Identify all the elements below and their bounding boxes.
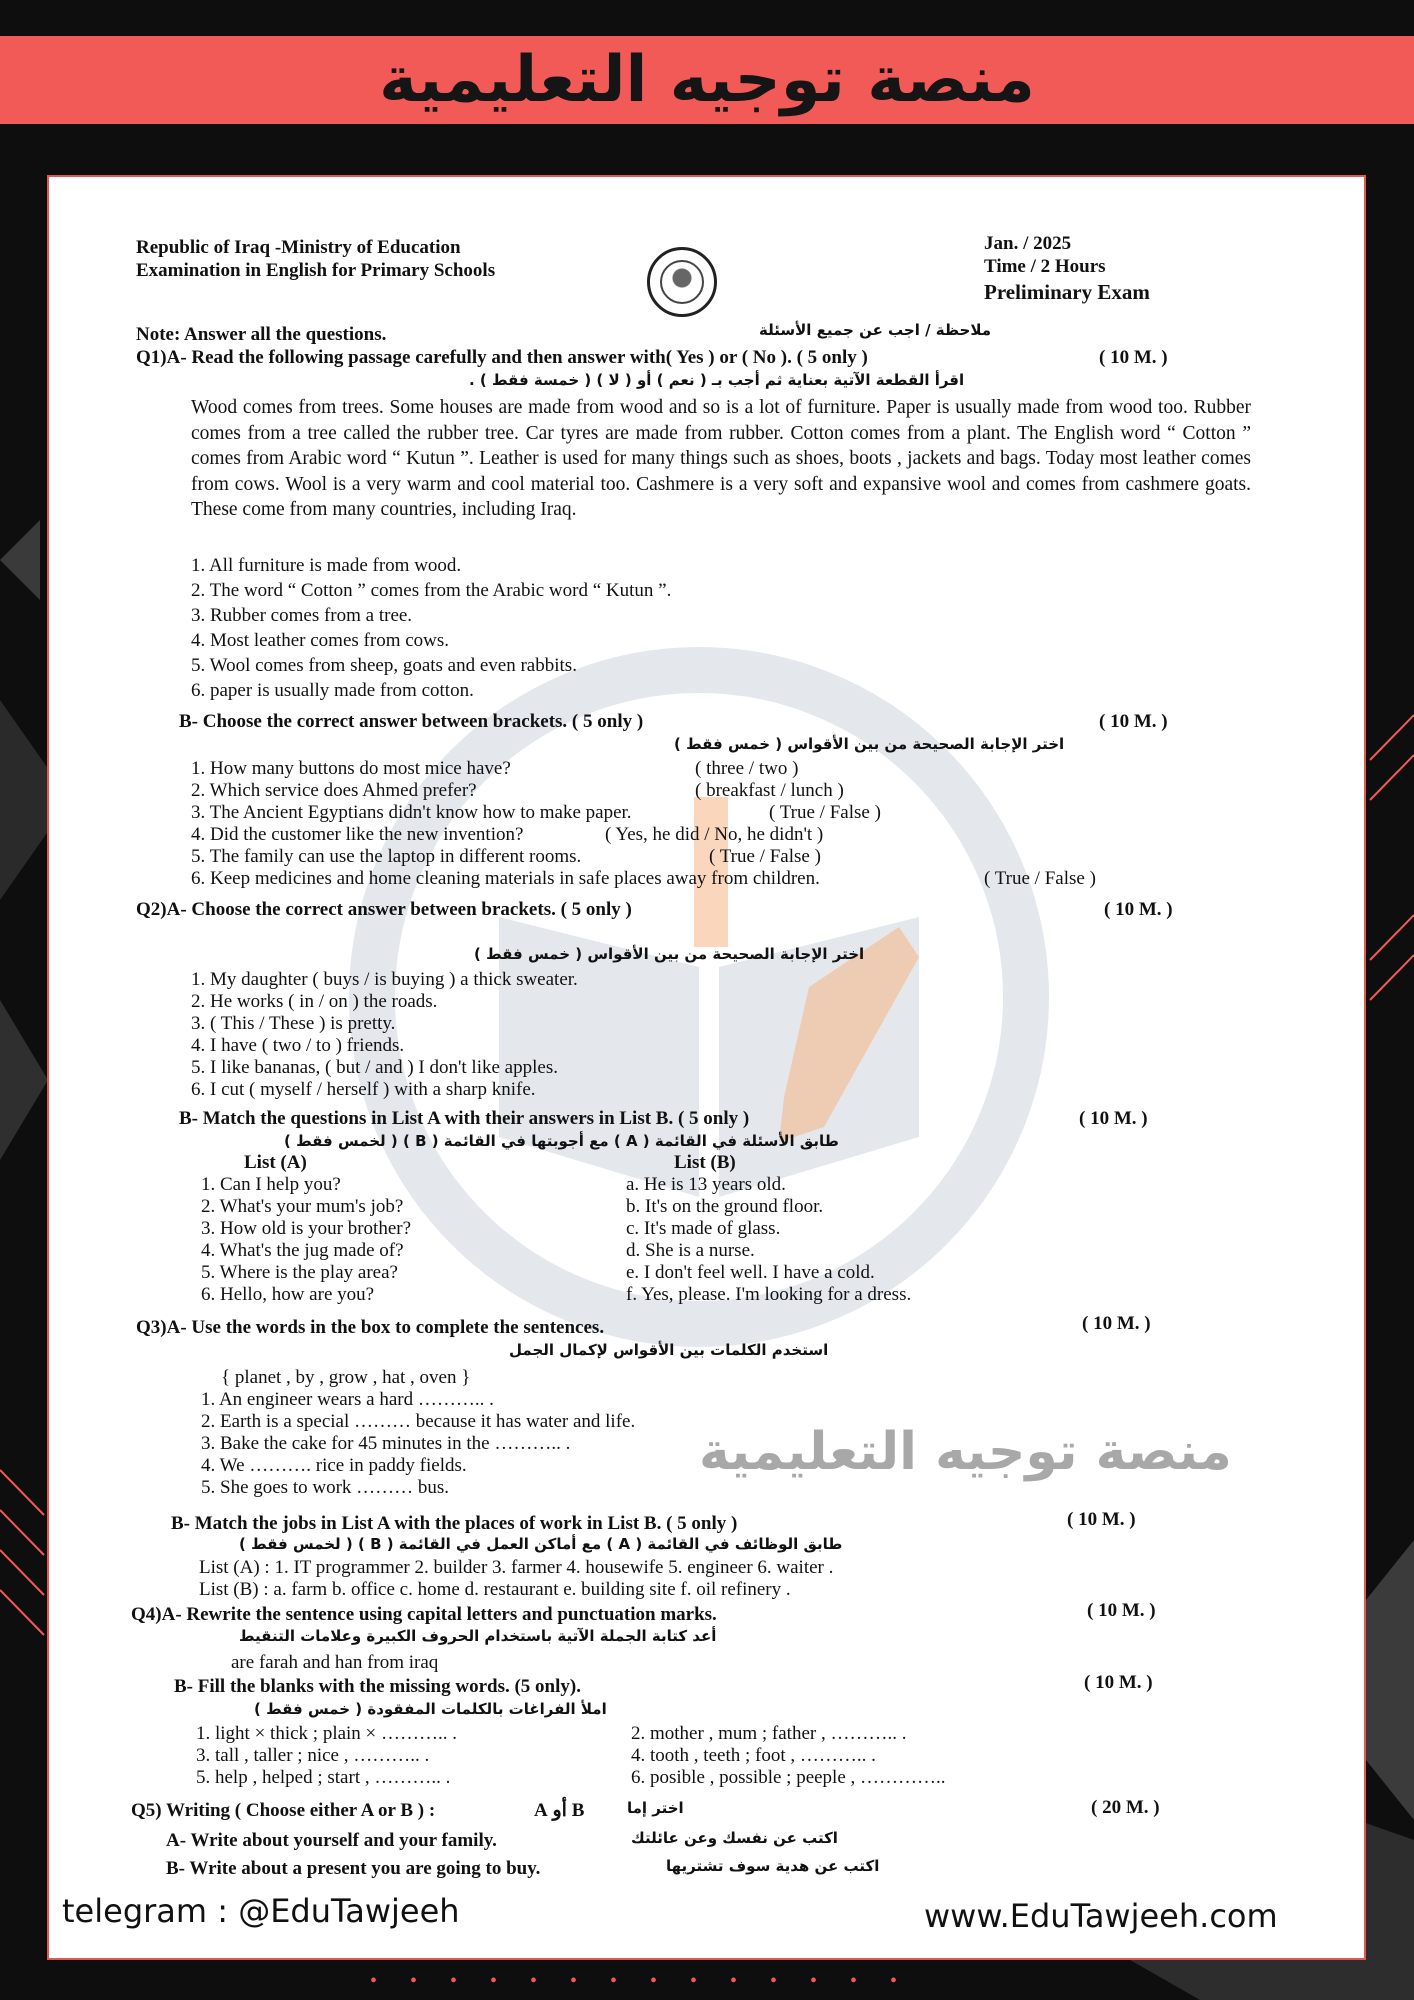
q1b-options: ( Yes, he did / No, he didn't ) <box>605 824 824 845</box>
q3b-marks: ( 10 M. ) <box>1067 1509 1136 1530</box>
q1b-marks: ( 10 M. ) <box>1099 711 1168 732</box>
q1b-options: ( True / False ) <box>769 802 881 823</box>
q4b-item: 4. tooth , teeth ; foot , ……….. . <box>631 1745 876 1766</box>
q1b-question: 5. The family can use the laptop in different rooms. <box>191 846 582 867</box>
q3b-arabic: طابق الوظائف في القائمة ( A ) مع أماكن العمل في القائمة ( B ) ( لخمس فقط ) <box>239 1535 843 1553</box>
list-a-item: 2. What's your mum's job? <box>201 1196 404 1217</box>
q2b-marks: ( 10 M. ) <box>1079 1108 1148 1129</box>
list-b-item: f. Yes, please. I'm looking for a dress. <box>626 1284 912 1305</box>
q1a-item: 5. Wool comes from sheep, goats and even rabbits. <box>191 655 577 676</box>
q1b-options: ( True / False ) <box>709 846 821 867</box>
q2a-arabic: اختر الإجابة الصحيحة من بين الأقواس ( خمس فقط ) <box>474 945 865 963</box>
q4b-arabic: املأ الفراغات بالكلمات المفقودة ( خمس فقط ) <box>254 1700 607 1718</box>
q5-choice: B أو A <box>534 1800 585 1821</box>
q5-option-b-arabic: اكتب عن هدية سوف تشتريها <box>666 1857 880 1875</box>
q1b-question: 4. Did the customer like the new invention? <box>191 824 524 845</box>
ministry-seal-icon <box>647 247 717 317</box>
header-time: Time / 2 Hours <box>984 256 1106 277</box>
q1a-item: 6. paper is usually made from cotton. <box>191 680 474 701</box>
list-a-item: 1. Can I help you? <box>201 1174 341 1195</box>
q3a-arabic: استخدم الكلمات بين الأقواس لإكمال الجمل <box>509 1341 829 1359</box>
q1b-heading: B- Choose the correct answer between brackets. ( 5 only ) <box>179 711 644 732</box>
note-arabic: ملاحظة / اجب عن جميع الأسئلة <box>759 321 992 339</box>
q3b-list-a: List (A) : 1. IT programmer 2. builder 3. farmer 4. housewife 5. engineer 6. waiter . <box>199 1557 834 1578</box>
list-b-title: List (B) <box>674 1152 736 1173</box>
telegram-handle: telegram : @EduTawjeeh <box>62 1892 460 1930</box>
list-b-item: a. He is 13 years old. <box>626 1174 786 1195</box>
q5-choice-arabic: اختر إما <box>627 1799 684 1817</box>
left-triangle-decor <box>0 520 40 600</box>
exam-paper <box>47 175 1366 1960</box>
banner-title: منصة توجيه التعليمية <box>379 43 1035 117</box>
q3a-item: 4. We ………. rice in paddy fields. <box>201 1455 467 1476</box>
q1a-heading: Q1)A- Read the following passage carefully and then answer with( Yes ) or ( No ). ( 5 only ) <box>136 347 868 368</box>
q3a-heading: Q3)A- Use the words in the box to complete the sentences. <box>136 1317 605 1338</box>
q3a-word-box: { planet , by , grow , hat , oven } <box>221 1367 471 1388</box>
list-a-title: List (A) <box>244 1152 307 1173</box>
q4a-marks: ( 10 M. ) <box>1087 1600 1156 1621</box>
q2a-item: 6. I cut ( myself / herself ) with a sharp knife. <box>191 1079 536 1100</box>
q1a-item: 4. Most leather comes from cows. <box>191 630 450 651</box>
q3a-item: 2. Earth is a special ……… because it has water and life. <box>201 1411 636 1432</box>
q1b-question: 3. The Ancient Egyptians didn't know how to make paper. <box>191 802 632 823</box>
watermark-text: منصة توجيه التعليمية <box>699 1422 1232 1482</box>
q1a-item: 1. All furniture is made from wood. <box>191 555 462 576</box>
left-diamond-decor-2 <box>0 1000 48 1160</box>
q1b-question: 6. Keep medicines and home cleaning materials in safe places away from children. <box>191 868 820 889</box>
q2a-item: 1. My daughter ( buys / is buying ) a thick sweater. <box>191 969 578 990</box>
q3b-heading: B- Match the jobs in List A with the places of work in List B. ( 5 only ) <box>171 1513 738 1534</box>
list-a-item: 6. Hello, how are you? <box>201 1284 375 1305</box>
header-ministry: Republic of Iraq -Ministry of Education <box>136 237 461 258</box>
q1b-question: 1. How many buttons do most mice have? <box>191 758 511 779</box>
list-b-item: e. I don't feel well. I have a cold. <box>626 1262 875 1283</box>
q1a-item: 3. Rubber comes from a tree. <box>191 605 413 626</box>
q2a-item: 3. ( This / These ) is pretty. <box>191 1013 396 1034</box>
q4b-item: 5. help , helped ; start , ……….. . <box>196 1767 451 1788</box>
right-stripes-decor <box>1370 715 1414 1000</box>
list-b-item: b. It's on the ground floor. <box>626 1196 824 1217</box>
q1b-question: 2. Which service does Ahmed prefer? <box>191 780 477 801</box>
q4b-item: 6. posible , possible ; peeple , ………….. <box>631 1767 946 1788</box>
q4b-item: 3. tall , taller ; nice , ……….. . <box>196 1745 430 1766</box>
q5-marks: ( 20 M. ) <box>1091 1797 1160 1818</box>
list-a-item: 5. Where is the play area? <box>201 1262 398 1283</box>
q1b-arabic: اختر الإجابة الصحيحة من بين الأقواس ( خمس فقط ) <box>674 735 1065 753</box>
q1b-options: ( True / False ) <box>984 868 1096 889</box>
q2a-item: 2. He works ( in / on ) the roads. <box>191 991 438 1012</box>
q5-option-b: B- Write about a present you are going to buy. <box>166 1858 541 1879</box>
q4b-item: 2. mother , mum ; father , ……….. . <box>631 1723 907 1744</box>
q1b-options: ( three / two ) <box>695 758 799 779</box>
header-date: Jan. / 2025 <box>984 233 1072 254</box>
q2a-heading: Q2)A- Choose the correct answer between brackets. ( 5 only ) <box>136 899 632 920</box>
note: Note: Answer all the questions. <box>136 324 387 345</box>
q3a-marks: ( 10 M. ) <box>1082 1313 1151 1334</box>
q4a-heading: Q4)A- Rewrite the sentence using capital letters and punctuation marks. <box>131 1604 717 1625</box>
q1a-arabic: اقرأ القطعة الآتية بعناية ثم أجب بـ ( نعم ) أو ( لا ) ( خمسة فقط ) . <box>469 371 965 389</box>
q3a-item: 1. An engineer wears a hard ……….. . <box>201 1389 494 1410</box>
list-b-item: d. She is a nurse. <box>626 1240 755 1261</box>
q3a-item: 5. She goes to work ……… bus. <box>201 1477 450 1498</box>
q3a-item: 3. Bake the cake for 45 minutes in the ……….. . <box>201 1433 571 1454</box>
q2b-heading: B- Match the questions in List A with their answers in List B. ( 5 only ) <box>179 1108 750 1129</box>
left-stripes-decor <box>0 1470 44 1635</box>
q1a-marks: ( 10 M. ) <box>1099 347 1168 368</box>
q1a-passage: Wood comes from trees. Some houses are made from wood and so is a lot of furniture. Paper is usually made from wood too. Rubber comes from a tree called the rubber tree. Car tyres are made from rubber. Cotton comes from a plant. The English word “ Cotton ” comes from Arabic word “ Kutun ”. Leather is used for many things such as shoes, boots , jackets and bags. Today most leather comes from cows. Wool is a very warm and cool material too. Cashmere is a very soft and expansive wool and comes from cashmere goats. These come from many countries, including Iraq. <box>191 397 1251 520</box>
header-exam-type: Preliminary Exam <box>984 280 1150 304</box>
q2b-arabic: طابق الأسئلة في القائمة ( A ) مع أجوبتها في القائمة ( B ) ( لخمس فقط ) <box>284 1132 839 1150</box>
q4b-item: 1. light × thick ; plain × ……….. . <box>196 1723 458 1744</box>
q2a-item: 5. I like bananas, ( but / and ) I don't like apples. <box>191 1057 558 1078</box>
q5-option-a-arabic: اكتب عن نفسك وعن عائلتك <box>631 1829 838 1847</box>
q4a-arabic: أعد كتابة الجملة الآتية باستخدام الحروف الكبيرة وعلامات التنقيط <box>239 1627 717 1645</box>
list-a-item: 4. What's the jug made of? <box>201 1240 404 1261</box>
header-examination: Examination in English for Primary Schools <box>136 260 496 281</box>
q2a-marks: ( 10 M. ) <box>1104 899 1173 920</box>
q4a-sentence: are farah and han from iraq <box>231 1652 439 1673</box>
q3b-list-b: List (B) : a. farm b. office c. home d. restaurant e. building site f. oil refinery . <box>199 1579 791 1600</box>
website-url: www.EduTawjeeh.com <box>924 1897 1278 1935</box>
list-a-item: 3. How old is your brother? <box>201 1218 412 1239</box>
bottom-dots-decor: • • • • • • • • • • • • • • <box>370 1970 912 1992</box>
q5-option-a: A- Write about yourself and your family. <box>166 1830 497 1851</box>
q5-heading: Q5) Writing ( Choose either A or B ) : <box>131 1800 436 1821</box>
list-b-item: c. It's made of glass. <box>626 1218 781 1239</box>
right-slab-decor <box>1366 1540 1414 1820</box>
q4b-marks: ( 10 M. ) <box>1084 1672 1153 1693</box>
q2a-item: 4. I have ( two / to ) friends. <box>191 1035 405 1056</box>
q1a-item: 2. The word “ Cotton ” comes from the Arabic word “ Kutun ”. <box>191 580 672 601</box>
q1b-options: ( breakfast / lunch ) <box>695 780 844 801</box>
q4b-heading: B- Fill the blanks with the missing words. (5 only). <box>174 1676 581 1697</box>
